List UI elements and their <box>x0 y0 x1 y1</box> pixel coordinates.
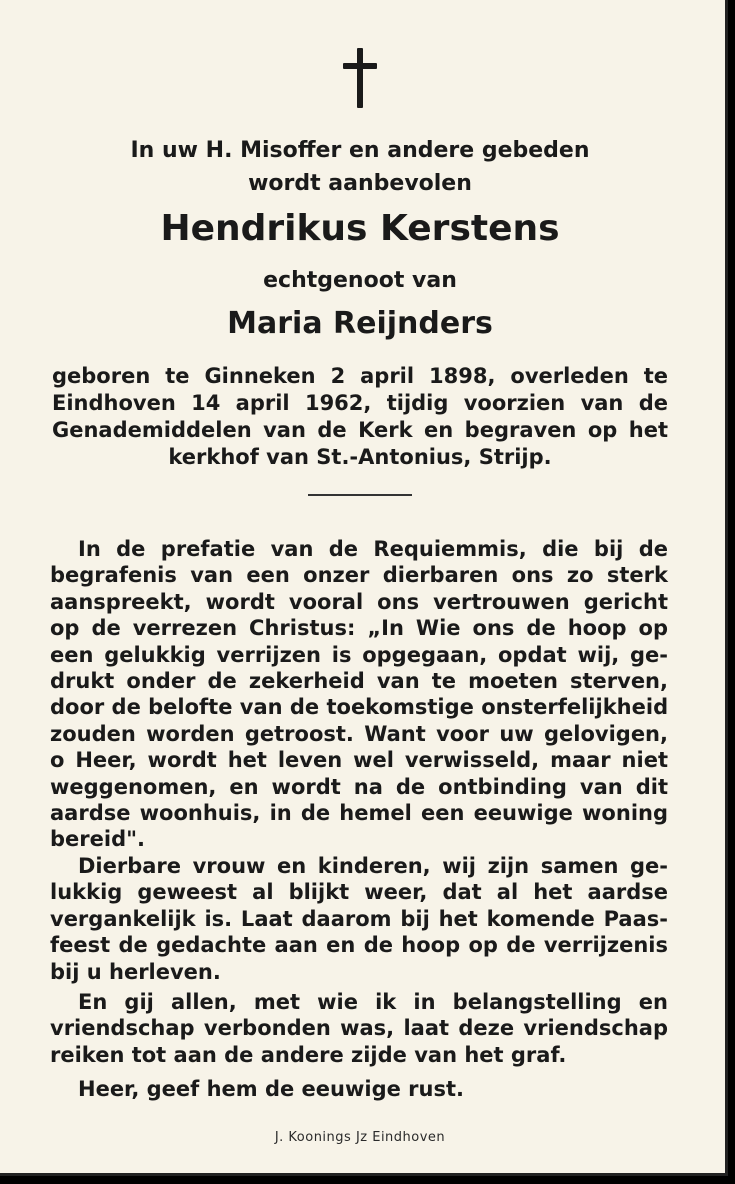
deceased-name: Hendrikus Kerstens <box>160 208 560 249</box>
biography-line: Eindhoven 14 april 1962, tijdig voorzien van de <box>52 391 668 415</box>
closing-prayer: Heer, geef hem de eeuwige rust. <box>78 1077 464 1101</box>
paragraph-line: In de prefatie van de Requiemmis, die bij de <box>78 537 668 561</box>
biography-line: geboren te Ginneken 2 april 1898, overleden te <box>52 364 668 388</box>
paragraph-line: begrafenis van een onzer dierbaren ons zo sterk <box>50 563 668 588</box>
paragraph-line: zouden worden getroost. Want voor uw gelovigen, <box>50 721 668 746</box>
paragraph-line: bereid". <box>50 827 146 852</box>
divider <box>308 494 412 496</box>
paragraph-line: drukt onder de zekerheid van te moeten sterven, <box>50 669 668 694</box>
printer-credit: J. Koonings Jz Eindhoven <box>274 1130 446 1145</box>
closing-prayer-block <box>50 1076 668 1102</box>
paragraph-line: door de belofte van de toekomstige onsterfelijkheid <box>50 695 669 720</box>
paragraph-line: Dierbare vrouw en kinderen, wij zijn samen ge- <box>78 854 668 878</box>
paragraph-line: En gij allen, met wie ik in belangstelling en <box>78 990 668 1014</box>
biography-line: Genademiddelen van de Kerk en begraven op het <box>52 418 668 442</box>
paragraph-line: vergankelijk is. Laat daarom bij het komende Paas- <box>50 906 668 931</box>
family-paragraph <box>50 853 668 985</box>
paragraph-line: aardse woonhuis, in de hemel een eeuwige woning <box>50 801 668 826</box>
paragraph-line: reiken tot aan de andere zijde van het graf. <box>50 1042 567 1067</box>
paragraph-line: o Heer, wordt het leven wel verwisseld, maar niet <box>50 748 668 773</box>
intro-line-1: In uw H. Misoffer en andere gebeden <box>130 138 590 163</box>
friendship-paragraph <box>50 989 668 1068</box>
spouse-name: Maria Reijnders <box>227 306 493 341</box>
paragraph-line: op de verrezen Christus: „In Wie ons de hoop op <box>50 616 668 641</box>
paragraph-line: lukkig geweest al blijkt weer, dat al het aardse <box>50 880 668 905</box>
paragraph-line: bij u herleven. <box>50 959 221 984</box>
paragraph-line: vriendschap verbonden was, laat deze vriendschap <box>50 1016 668 1041</box>
paragraph-line: feest de gedachte aan en de hoop op de verrijzenis <box>50 933 668 958</box>
intro-line-2: wordt aanbevolen <box>248 171 472 196</box>
paragraph-line: een gelukkig verrijzen is opgegaan, opdat wij, ge- <box>50 642 668 667</box>
biography-line: kerkhof van St.-Antonius, Strijp. <box>168 445 552 469</box>
paragraph-line: aanspreekt, wordt vooral ons vertrouwen gericht <box>50 589 668 614</box>
relation-text: echtgenoot van <box>263 268 457 293</box>
paragraph-line: weggenomen, en wordt na de ontbinding van dit <box>50 774 668 799</box>
requiem-paragraph <box>50 536 668 853</box>
cross-icon <box>343 48 377 108</box>
biography-block <box>52 363 668 471</box>
